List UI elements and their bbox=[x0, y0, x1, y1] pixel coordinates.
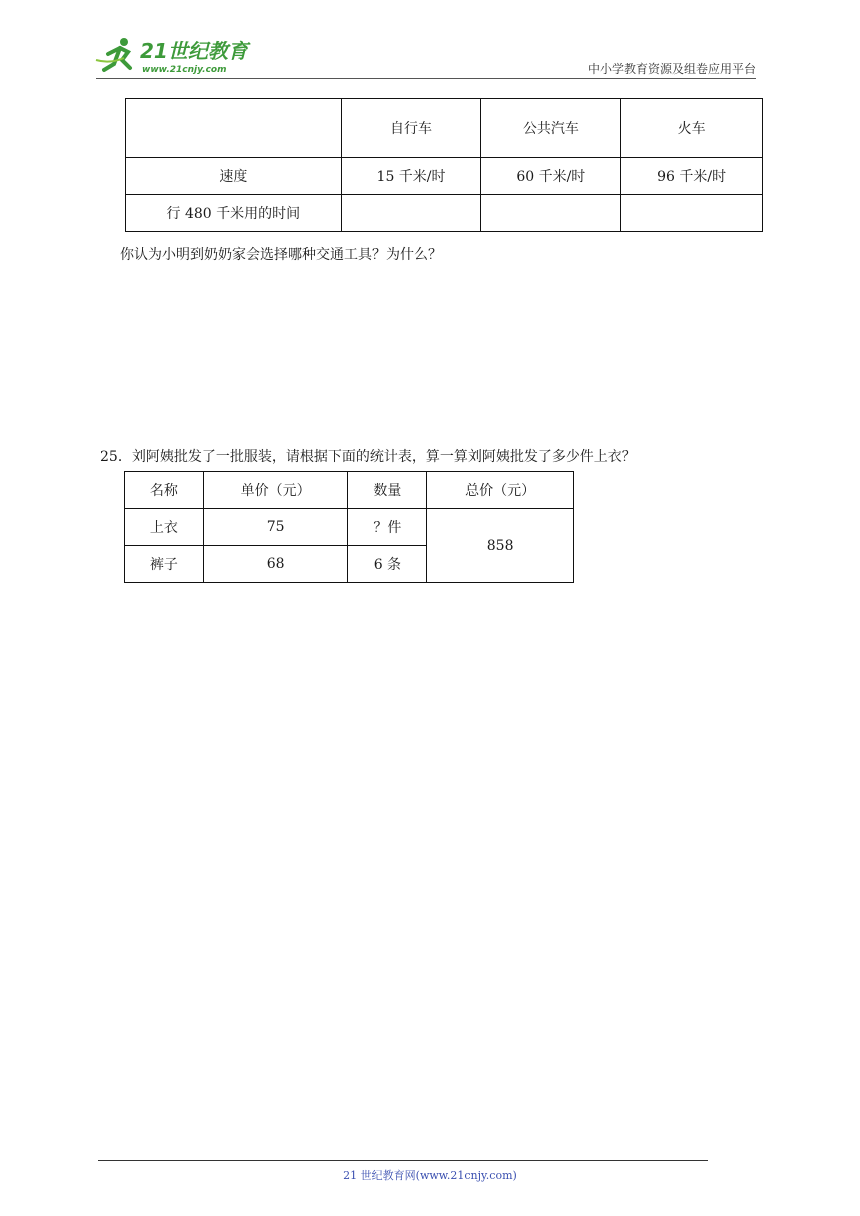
header-divider bbox=[96, 78, 756, 79]
table-cell: 速度 bbox=[126, 158, 342, 195]
table-cell: 行 480 千米用的时间 bbox=[126, 195, 342, 232]
table-row bbox=[126, 195, 763, 232]
total-cell: 858 bbox=[427, 509, 574, 583]
table-header-row bbox=[125, 472, 574, 509]
table-row bbox=[126, 158, 763, 195]
problem-25-text: 25．刘阿姨批发了一批服装，请根据下面的统计表，算一算刘阿姨批发了多少件上衣？ bbox=[100, 449, 636, 465]
table-cell: 公共汽车 bbox=[481, 99, 621, 158]
question-text: 你认为小明到奶奶家会选择哪种交通工具？为什么？ bbox=[120, 247, 442, 263]
answer-cell[interactable] bbox=[621, 195, 763, 232]
table-cell: 火车 bbox=[621, 99, 763, 158]
clothing-table bbox=[124, 471, 574, 583]
table-cell: 总价（元） bbox=[427, 472, 574, 509]
table-cell: 15 千米/时 bbox=[341, 158, 481, 195]
footer-link[interactable]: 21 世纪教育网(www.21cnjy.com) bbox=[343, 1169, 517, 1182]
table-cell: 75 bbox=[203, 509, 348, 546]
logo-text: 21世纪教育 bbox=[140, 39, 248, 63]
answer-cell[interactable] bbox=[481, 195, 621, 232]
table-cell: 上衣 bbox=[125, 509, 204, 546]
table-cell bbox=[126, 99, 342, 158]
table-cell: 60 千米/时 bbox=[481, 158, 621, 195]
answer-cell[interactable] bbox=[341, 195, 481, 232]
table-cell: 单价（元） bbox=[203, 472, 348, 509]
platform-title: 中小学教育资源及组卷应用平台 bbox=[587, 62, 756, 76]
logo-url-text: www.21cnjy.com bbox=[142, 65, 227, 75]
table-cell: 自行车 bbox=[341, 99, 481, 158]
table-cell: 名称 bbox=[125, 472, 204, 509]
table-cell: 裤子 bbox=[125, 546, 204, 583]
table-cell: 96 千米/时 bbox=[621, 158, 763, 195]
table-cell: ？件 bbox=[348, 509, 427, 546]
footer-divider bbox=[98, 1160, 708, 1161]
site-logo bbox=[94, 34, 264, 78]
table-cell: 数量 bbox=[348, 472, 427, 509]
table-cell: 6 条 bbox=[348, 546, 427, 583]
speed-table bbox=[125, 98, 763, 232]
table-header-row bbox=[126, 99, 763, 158]
table-row bbox=[125, 509, 574, 546]
runner-icon bbox=[96, 38, 130, 70]
table-cell: 68 bbox=[203, 546, 348, 583]
